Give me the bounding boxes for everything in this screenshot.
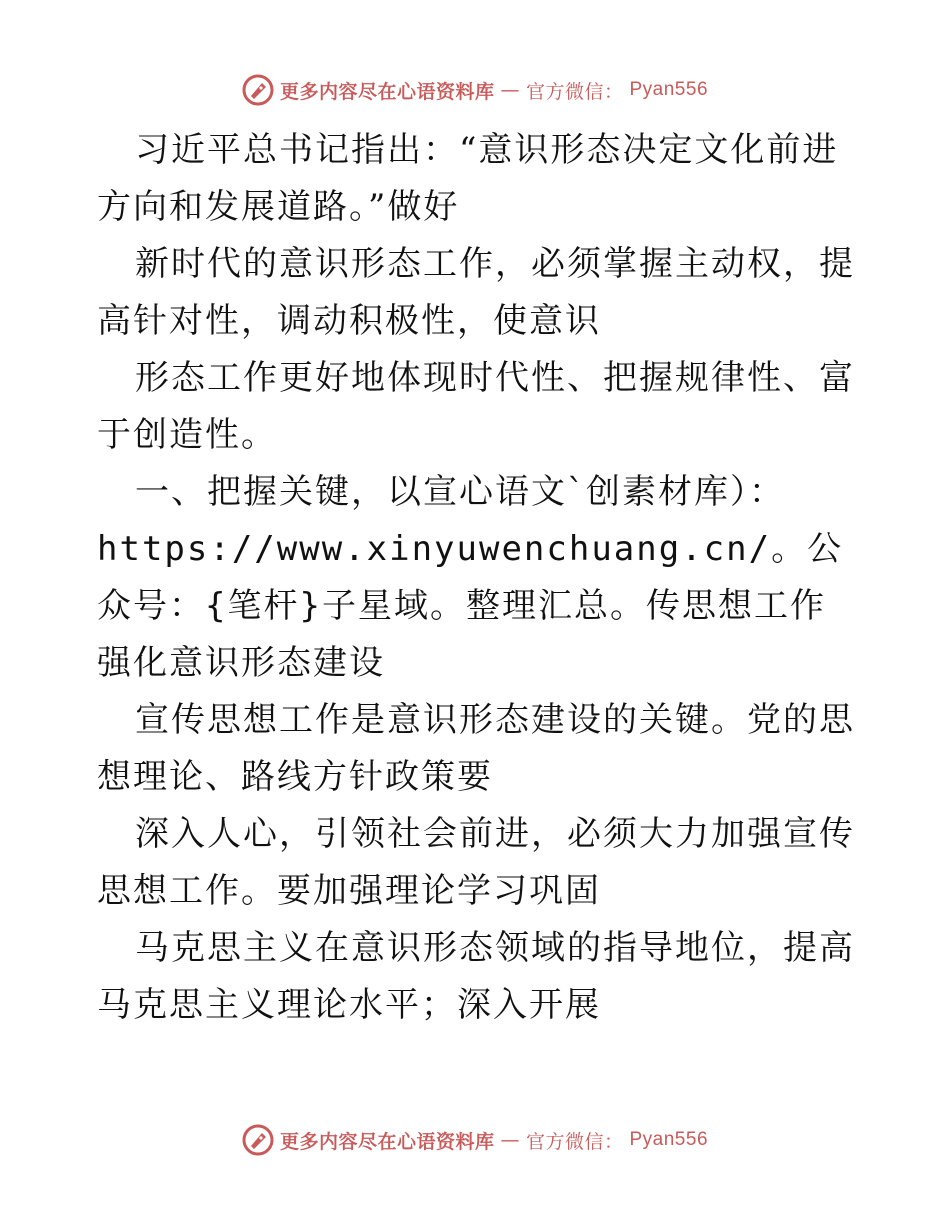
watermark-sub-text: 官方微信： — [525, 80, 624, 103]
document-body — [97, 122, 857, 1034]
pen-nib-logo-icon — [242, 74, 274, 106]
section-heading: 一、把握关键，以宣心语文`创素材库）： — [135, 472, 785, 512]
watermark-main-text: 更多内容尽在心语资料库 — [279, 80, 495, 103]
watermark-wechat-id: Pyan556 — [629, 79, 709, 100]
paragraph: 习近平总书记指出：“意识形态决定文化前进方向和发展道路。”做好 — [97, 130, 839, 227]
watermark-sub-text: 官方微信： — [525, 1130, 624, 1153]
paragraph: 深入人心，引领社会前进，必须大力加强宣传思想工作。要加强理论学习巩固 — [97, 814, 855, 911]
paragraph: 马克思主义在意识形态领域的指导地位，提高马克思主义理论水平；深入开展 — [97, 928, 855, 1025]
watermark-dash: — — [500, 79, 520, 101]
watermark-dash: — — [500, 1129, 520, 1151]
header-watermark — [0, 74, 950, 106]
watermark-main-text: 更多内容尽在心语资料库 — [279, 1130, 495, 1153]
pen-nib-logo-icon — [242, 1124, 274, 1156]
paragraph: 新时代的意识形态工作，必须掌握主动权，提高针对性，调动积极性，使意识 — [97, 244, 855, 341]
paragraph: 形态工作更好地体现时代性、把握规律性、富于创造性。 — [97, 358, 855, 455]
watermark-wechat-id: Pyan556 — [629, 1129, 709, 1150]
paragraph: 宣传思想工作是意识形态建设的关键。党的思想理论、路线方针政策要 — [97, 700, 855, 797]
footer-watermark — [0, 1124, 950, 1156]
paragraph-with-url: https://www.xinyuwenchuang.cn/。公众号：{笔杆}子星域。整理汇总。传思想工作强化意识形态建设 — [97, 529, 844, 683]
